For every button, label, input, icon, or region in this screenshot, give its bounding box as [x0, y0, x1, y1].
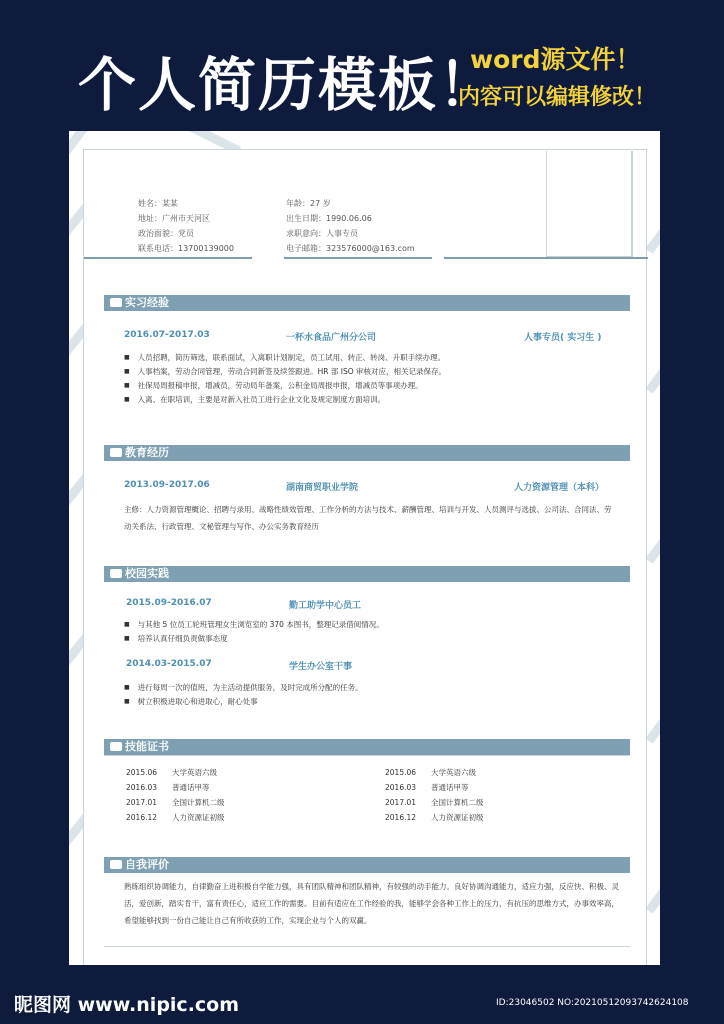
cert-name: 全国计算机二级 [431, 798, 484, 807]
campus-role-1: 勤工助学中心员工 [289, 601, 362, 611]
info-birthdate: 出生日期：1990.06.06 [286, 214, 372, 223]
photo-border-strip [632, 151, 648, 257]
list-item [385, 795, 484, 810]
nipic-logo: 昵图网 www.nipic.com [14, 994, 240, 1016]
section-bar-campus [104, 566, 630, 582]
list-item [385, 810, 484, 825]
education-school: 湖南商贸职业学院 [286, 483, 359, 493]
campus-bullet-list-2 [124, 681, 363, 709]
section-title-internship [104, 295, 169, 311]
cert-date: 2017.01 [126, 798, 158, 807]
cert-name: 人力资源证初级 [172, 813, 225, 822]
image-id: ID:23046502 NO:20210512093742624108 [496, 998, 689, 1008]
skills-list-right [385, 765, 484, 825]
certificate-icon [110, 742, 122, 751]
user-icon [110, 860, 122, 869]
section-bar-self-eval [104, 857, 630, 873]
self-eval-text: 熟练组织协调能力，自律勤奋上进积极自学能力强，具有团队精神和团队精神，有较强的动手能力。良好协调沟通能力，适应力强，反应快、积极、灵活，爱创新，踏实肯干，富有责任心，适应工作的需要。目前有适应在工作经验的我，能够学会各种工作上的压力，有抗压的思维方式，办事效率高，希望能够找到一份自己能让自己有所收获的工作，实现企业与个人的双赢。 [124, 882, 619, 925]
resume-frame [83, 149, 647, 965]
section-bar-education [104, 445, 630, 461]
info-phone: 联系电话：13700139000 [138, 244, 234, 253]
cert-name: 大学英语六级 [431, 768, 476, 777]
share-icon [110, 569, 122, 578]
section-title-text: 教育经历 [125, 446, 169, 459]
section-bar-skills [104, 739, 630, 755]
campus-date-1: 2015.09-2016.07 [126, 598, 212, 608]
campus-date-2: 2014.03-2015.07 [126, 659, 212, 669]
list-item [126, 780, 225, 795]
cert-name: 人力资源证初级 [431, 813, 484, 822]
section-title-text: 实习经验 [125, 296, 169, 309]
banner-subtitle-word: word源文件！ [470, 45, 641, 74]
list-item: ■ 入离、在职培训，主要是对新入社员工进行企业文化及规定制度方面培训。 [124, 393, 446, 407]
self-eval-underline [104, 946, 630, 947]
cert-date: 2015.06 [385, 768, 417, 777]
cert-name: 全国计算机二级 [172, 798, 225, 807]
education-major: 人力资源管理（本科） [514, 483, 605, 493]
list-item [385, 780, 484, 795]
cert-date: 2016.03 [385, 783, 417, 792]
section-title-self-eval [104, 857, 169, 873]
list-item: ■ 社保局周报稿申报，增减员，劳动局年备案，公积金局周报申报，增减员等事项办理。 [124, 379, 446, 393]
info-job-intention: 求职意向：人事专员 [286, 229, 358, 238]
info-divider-mid [284, 257, 432, 259]
list-item: ■ 进行每周一次的值班，为主活动提供服务，及时完成所分配的任务。 [124, 681, 363, 695]
banner-title: 个人简历模板！ [78, 51, 499, 119]
skills-underline [104, 755, 630, 756]
cert-name: 普通话甲等 [172, 783, 210, 792]
section-title-text: 校园实践 [125, 567, 169, 580]
cert-date: 2017.01 [385, 798, 417, 807]
list-item: ■ 人员招聘，简历筛选，联系面试，入离职计划制定，员工试用、转正、转岗、升职手续办理。 [124, 351, 446, 365]
resume-paper [69, 131, 660, 965]
info-divider-left [84, 257, 252, 259]
skills-list-left [126, 765, 225, 825]
cert-date: 2015.06 [126, 768, 158, 777]
cert-date: 2016.12 [126, 813, 158, 822]
list-item [126, 795, 225, 810]
info-age: 年龄：27 岁 [286, 199, 331, 208]
briefcase-icon [110, 298, 122, 307]
info-political-status: 政治面貌：党员 [138, 229, 194, 238]
education-date: 2013.09-2017.06 [124, 480, 210, 490]
list-item: ■ 树立积极进取心和进取心，耐心处事 [124, 695, 363, 709]
list-item [385, 765, 484, 780]
info-email: 电子邮箱：323576000@163.com [286, 244, 415, 253]
info-divider-right [444, 257, 648, 259]
internship-role: 人事专员( 实习生 ) [524, 333, 602, 343]
list-item: ■ 人事档案，劳动合同管理，劳动合同新签及续签跟进。HR 部 ISO 审核对应，相关记录保存。 [124, 365, 446, 379]
internship-company: 一杯水食品广州分公司 [286, 333, 377, 343]
internship-date: 2016.07-2017.03 [124, 330, 210, 340]
list-item: ■ 与其他 5 位员工轮班管理女生浏览室的 370 本图书，整理记录借阅情况。 [124, 618, 384, 632]
banner-subtitle-editable: 内容可以编辑修改！ [458, 85, 657, 110]
info-address: 地址：广州市天河区 [138, 214, 210, 223]
section-title-text: 自我评价 [125, 858, 169, 871]
cert-date: 2016.03 [126, 783, 158, 792]
cert-name: 普通话甲等 [431, 783, 469, 792]
basic-info-right [286, 196, 415, 256]
list-item [126, 810, 225, 825]
info-name: 姓名：某某 [138, 199, 178, 208]
list-item: ■ 培养认真仔细负责做事态度 [124, 632, 384, 646]
photo-placeholder [546, 151, 632, 257]
campus-bullet-list-1 [124, 618, 384, 646]
cert-name: 大学英语六级 [172, 768, 217, 777]
basic-info-left [138, 196, 234, 256]
cert-date: 2016.12 [385, 813, 417, 822]
education-courses: 主修：人力资源管理概论、招聘与录用、战略性绩效管理、工作分析的方法与技术、薪酬管理、培训与开发、人员测评与选拔、公司法、合同法、劳动关系法、行政管理、文秘管理与写作、办公实务教育经历 [124, 505, 612, 531]
section-title-education [104, 445, 169, 461]
section-title-text: 技能证书 [125, 740, 169, 753]
list-item [126, 765, 225, 780]
section-bar-internship [104, 295, 630, 311]
graduation-cap-icon [110, 448, 122, 457]
section-title-skills [104, 739, 169, 755]
campus-role-2: 学生办公室干事 [289, 662, 353, 672]
section-title-campus [104, 566, 169, 582]
internship-bullet-list [124, 351, 446, 407]
